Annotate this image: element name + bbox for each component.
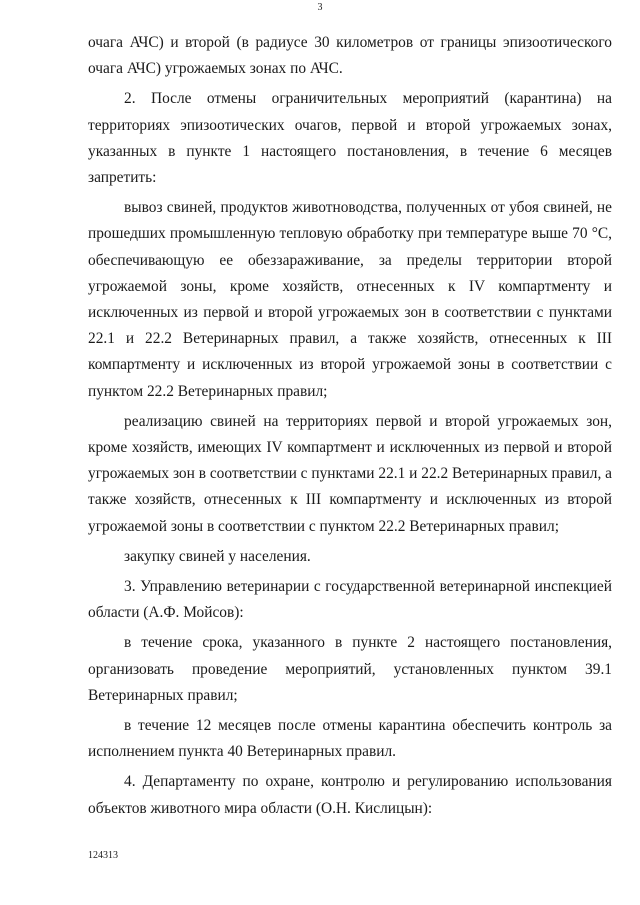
document-body [88, 30, 612, 826]
paragraph-item-3: 3. Управлению ветеринарии с государственной ветеринарной инспекцией области (А.Ф. Мойсов): [88, 578, 612, 622]
page-number: 3 [317, 2, 323, 13]
paragraph-sale-ban: реализацию свиней на территориях первой и второй угрожаемых зон, кроме хозяйств, имеющих IV компартмент и исключенных из первой и второй угрожаемых зон в соответствии с пунктами 22.1 и 22.2 Ветеринарных правил, а также хозяйств, отнесенных к III компартменту и исключенных из второй угрожаемой зоны в соответствии с пунктом 22.2 Ветеринарных правил; [88, 412, 612, 535]
paragraph-item-2: 2. После отмены ограничительных мероприятий (карантина) на территориях эпизоотических очагов, первой и второй угрожаемых зонах, указанных в пункте 1 настоящего постановления, в течение 6 месяцев запретить: [88, 90, 612, 187]
paragraph-purchase-ban: закупку свиней у населения. [124, 547, 311, 565]
document-code: 124313 [88, 850, 118, 861]
paragraph-organize-measures: в течение срока, указанного в пункте 2 настоящего постановления, организовать проведение мероприятий, установленных пунктом 39.1 Ветеринарных правил; [88, 634, 612, 704]
paragraph-control: в течение 12 месяцев после отмены карантина обеспечить контроль за исполнением пункта 40 Ветеринарных правил. [88, 717, 612, 761]
paragraph-export-ban: вывоз свиней, продуктов животноводства, полученных от убоя свиней, не прошедших промышленную тепловую обработку при температуре выше 70 °С, обеспечивающую ее обеззараживание, за пределы территории второй угрожаемой зоны, кроме хозяйств, отнесенных к IV компартменту и исключенных из первой и второй угрожаемых зон в соответствии с пунктами 22.1 и 22.2 Ветеринарных правил, а также хозяйств, отнесенных к III компартменту и исключенных из второй угрожаемой зоны в соответствии с пунктом 22.2 Ветеринарных правил; [88, 199, 612, 400]
paragraph-continuation: очага АЧС) и второй (в радиусе 30 километров от границы эпизоотического очага АЧС) угрожаемых зонах по АЧС. [88, 34, 612, 78]
paragraph-item-4: 4. Департаменту по охране, контролю и регулированию использования объектов животного мира области (О.Н. Кислицын): [88, 773, 612, 817]
